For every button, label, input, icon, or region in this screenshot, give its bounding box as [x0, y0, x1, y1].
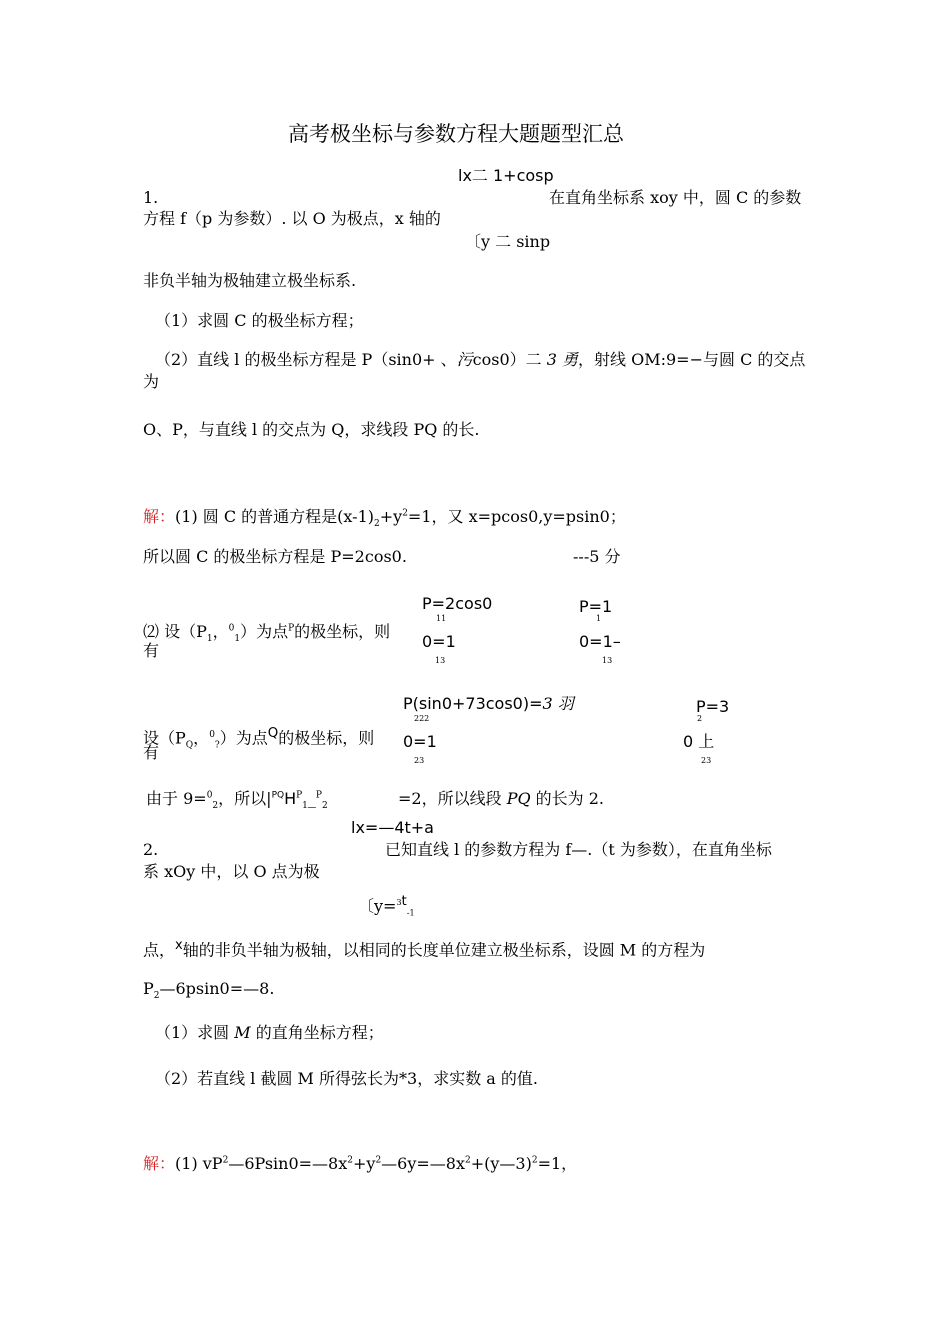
c1-comma: ，	[193, 728, 210, 748]
p2-system-line1: lx=—4t+a	[351, 818, 434, 837]
c1-sub1: Q	[185, 740, 194, 751]
s1-score: ---5 分	[573, 547, 621, 566]
sysB-line2: 0=1–	[579, 632, 621, 651]
p2-question-1	[155, 1023, 384, 1043]
p1-system-line2: 〔y 二 sinp	[465, 232, 551, 251]
sysB-sub1: 1	[596, 614, 602, 623]
s2-s4: 2	[465, 1155, 471, 1166]
p2-sys2-a: 〔y=	[358, 896, 397, 916]
c1-f: 的极坐标，则	[278, 728, 375, 748]
p1-intro-line2: 方程 f（p 为参数）. 以 O 为极点，x 轴的	[143, 209, 441, 228]
d1-h: H	[284, 789, 297, 808]
s1-eq-sub: 2	[374, 519, 380, 530]
p2-sys2-b: 3	[396, 898, 402, 907]
s2-a: (1) vP	[175, 1154, 223, 1173]
d1-sub: 2	[212, 801, 219, 812]
p2-question-2: （2）若直线 l 截圆 M 所得弦长为*3，求实数 a 的值.	[155, 1069, 539, 1088]
c1-sub2: ?	[214, 740, 220, 751]
sysC-sub1: 222	[414, 714, 430, 723]
p2-eq-b: —6psin0=—8.	[159, 979, 275, 998]
d1-l: 的长为 2.	[530, 789, 605, 808]
s1-eq-a: (1) 圆 C 的普通方程是(x-1)	[175, 507, 374, 526]
sysC-line1	[403, 694, 574, 714]
sysB-sub2: 13	[602, 656, 613, 665]
page-title: 高考极坐标与参数方程大题题型汇总	[288, 122, 624, 146]
sysC-sub2: 23	[414, 756, 425, 765]
p1-intro-right: 在直角坐标系 xoy 中，圆 C 的参数	[549, 188, 802, 207]
sysC-line2: 0=1	[403, 732, 437, 751]
sysD-line2: 0 上	[683, 732, 715, 751]
sysC-line1-b: 3 羽	[542, 694, 574, 713]
b1-e: ）为点	[240, 622, 289, 641]
sysD-sub2: 23	[701, 756, 712, 765]
d1-underscore: _	[307, 789, 316, 808]
q2-part-d: 3 勇	[546, 350, 579, 369]
solution-label-2: 解：	[143, 1154, 176, 1173]
p2-system-line2	[358, 892, 415, 919]
b1-comma: ，	[212, 622, 229, 641]
p1-system-line1: lx二 1+cosp	[458, 166, 554, 185]
d1-p2: P	[315, 790, 322, 801]
s2-f: =1，	[537, 1154, 578, 1173]
s1-part2-cut: 有	[143, 641, 160, 660]
s2-s5: 2	[531, 1155, 538, 1166]
s1-eq-b: +y	[379, 507, 403, 526]
p2-q1-b: 的直角坐标方程；	[250, 1023, 384, 1042]
p2-intro-line3	[143, 936, 705, 960]
p1-question-2	[155, 350, 805, 370]
sysA-line2: 0=1	[422, 632, 456, 651]
p2-intro-right: 已知直线 l 的参数方程为 f—.（t 为参数），在直角坐标	[385, 840, 772, 859]
p1-number: 1.	[143, 188, 159, 207]
s2-b: —6Psin0=—8x	[228, 1154, 348, 1173]
b1-a: ⑵ 设（P	[143, 622, 207, 641]
d1-sup: 0	[206, 790, 213, 801]
s2-s2: 2	[347, 1155, 353, 1166]
s1-line-2: 所以圆 C 的极坐标方程是 P=2cos0.	[143, 547, 407, 566]
d1-a: 由于 9=	[146, 789, 207, 808]
q2-part-e: ，射线 OM:9=−与圆 C 的交点	[578, 350, 806, 369]
p2-intro-line2: 系 xOy 中，以 O 点为极	[143, 862, 320, 881]
b1-f: 的极坐标，则	[294, 622, 391, 641]
p2-line3-a: 点，	[143, 940, 176, 960]
p1-question-2-wrap: 为	[143, 372, 160, 391]
sysA-sub1: 11	[436, 614, 447, 623]
s2-c: +y	[352, 1154, 376, 1173]
s1-part2-q-cut: 有	[143, 743, 160, 762]
s1-conclusion-end	[398, 789, 604, 809]
d1-b: ，所以|	[218, 789, 272, 808]
c1-q: Q	[267, 726, 279, 741]
q2-part-b: 污	[456, 350, 473, 369]
s2-line-1	[143, 1154, 577, 1174]
c1-e: ）为点	[219, 728, 268, 748]
p2-line3-b: 轴的非负半轴为极轴，以相同的长度单位建立极坐标系，设圆 M 的方程为	[182, 940, 706, 960]
d1-sub2: 2	[321, 801, 328, 812]
solution-label: 解：	[143, 507, 176, 526]
s1-part2-q-line	[143, 724, 375, 762]
b1-sub1: 1	[206, 634, 213, 645]
d1-k: PQ	[506, 789, 531, 808]
p2-number: 2.	[143, 840, 159, 859]
p1-intro-line3: 非负半轴为极轴建立极坐标系.	[143, 271, 357, 290]
p2-eq-sub: 2	[153, 991, 160, 1002]
d1-p1: P	[296, 790, 303, 801]
d1-pq: PQ	[271, 790, 285, 801]
b1-sub2: 1	[234, 634, 241, 645]
b1-p: P	[288, 623, 295, 634]
s2-s3: 2	[375, 1155, 382, 1166]
s2-d: —6y=—8x	[381, 1154, 465, 1173]
d1-sub1: 1	[302, 801, 308, 812]
p2-sys2-d: -1	[406, 908, 415, 918]
sysC-line1-a: P(sin0+73cos0)=	[403, 694, 543, 713]
s1-eq-sup: 2	[402, 508, 408, 519]
q2-part-c: cos0）二	[472, 350, 547, 369]
c1-a: 设（P	[143, 728, 186, 748]
p2-q1-a: （1）求圆	[155, 1023, 235, 1042]
s1-line-1	[143, 507, 626, 529]
p2-sys2-t: t	[401, 894, 407, 909]
sysA-sub2: 13	[435, 656, 446, 665]
p1-question-1: （1）求圆 C 的极坐标方程；	[155, 311, 364, 330]
s1-eq-c: =1，又 x=pcos0,y=psin0；	[407, 507, 626, 526]
s1-part2-line	[143, 622, 390, 644]
sysD-sub1: 2	[697, 714, 703, 723]
b1-sup: 0	[228, 623, 235, 634]
p2-equation	[143, 979, 274, 1001]
s2-s1: 2	[222, 1155, 229, 1166]
p2-q1-m: M	[234, 1023, 251, 1042]
p2-line3-x: x	[175, 938, 183, 953]
p1-question-2-cont: O、P，与直线 l 的交点为 Q，求线段 PQ 的长.	[143, 420, 480, 439]
p2-eq-a: P	[143, 979, 154, 998]
d1-j: =2，所以线段	[398, 789, 507, 808]
sysA-line1: P=2cos0	[422, 594, 493, 613]
c1-sup: 0	[209, 730, 215, 740]
sysD-line1: P=3	[696, 697, 730, 716]
s1-conclusion	[146, 789, 328, 811]
s2-e: +(y—3)	[470, 1154, 532, 1173]
sysB-line1: P=1	[579, 597, 613, 616]
q2-part-a: （2）直线 l 的极坐标方程是 P（sin0+ 、	[155, 350, 457, 369]
